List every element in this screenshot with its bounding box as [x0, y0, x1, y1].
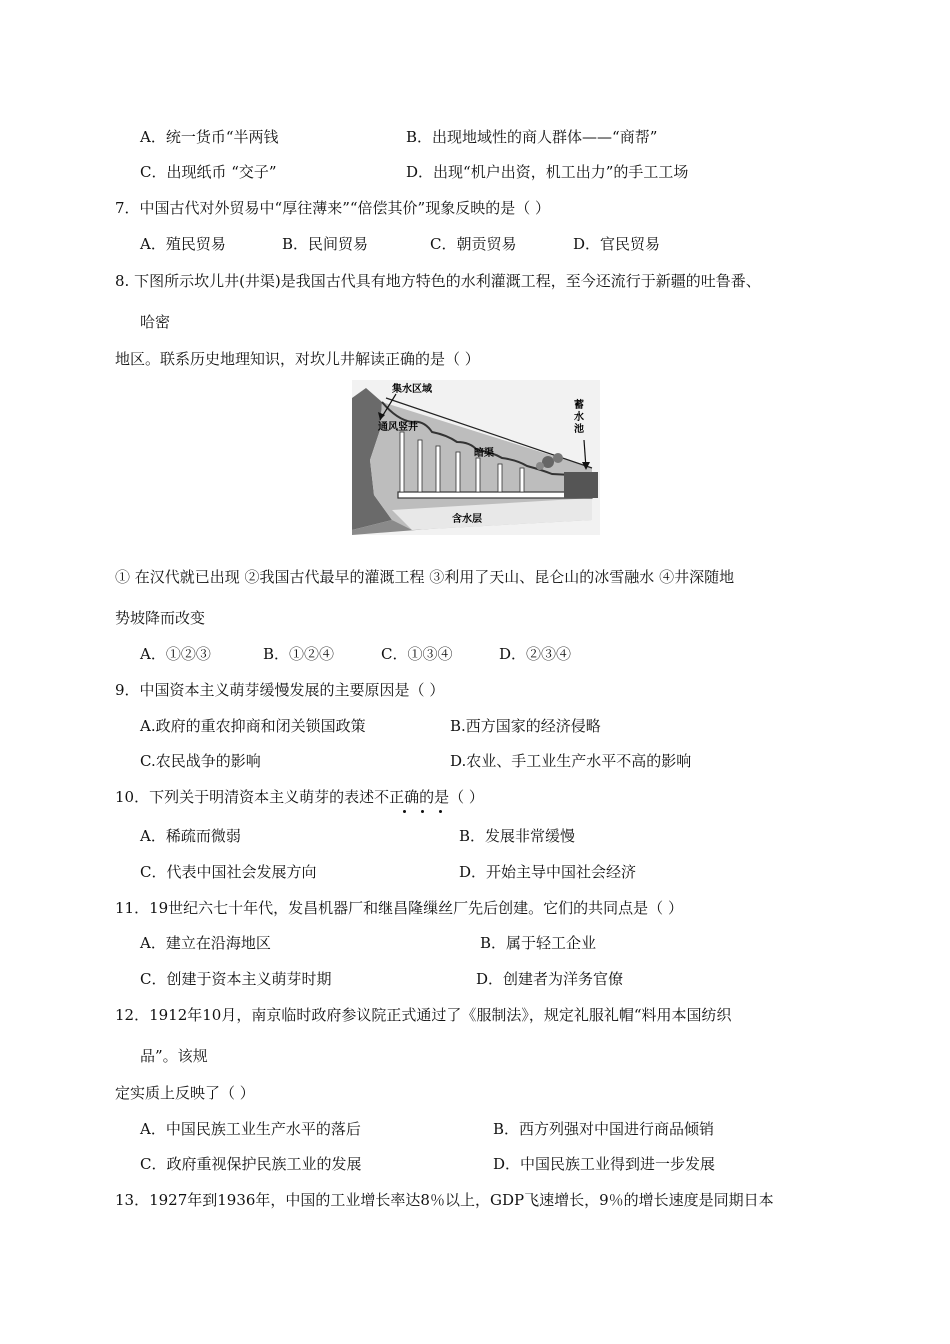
q10-option-c: C．代表中国社会发展方向 [140, 863, 317, 881]
q12-option-a: A．中国民族工业生产水平的落后 [140, 1120, 361, 1138]
label-pool-char2: 水 [574, 412, 584, 423]
q13-stem: 13．1927年到1936年，中国的工业增长率达8％以上，GDP飞速增长，9％的增长速度是同期日本 [115, 1191, 774, 1209]
q7-option-d: D．官民贸易 [573, 235, 661, 253]
q11-option-c: C．创建于资本主义萌芽时期 [140, 970, 332, 988]
label-underground-canal: 暗渠 [474, 448, 494, 459]
karez-diagram [352, 380, 600, 535]
q8-option-c: C．①③④ [381, 645, 453, 663]
q9-option-b: B.西方国家的经济侵略 [450, 717, 601, 735]
q8-stem-line2: 哈密 [140, 313, 171, 331]
ventilation-shaft [456, 452, 460, 492]
tree-icon [536, 462, 544, 470]
q9-option-d: D.农业、手工业生产水平不高的影响 [450, 752, 692, 770]
q6-option-c: C．出现纸币 “交子” [140, 163, 277, 181]
label-pool-char1: 蓄 [574, 400, 584, 411]
label-pool-char3: 池 [574, 424, 584, 435]
label-aquifer: 含水层 [452, 514, 482, 525]
ventilation-shaft [498, 464, 502, 492]
q6-option-d: D．出现“机户出资，机工出力”的手工工场 [406, 163, 689, 181]
ventilation-shaft [436, 446, 440, 492]
q7-option-c: C．朝贡贸易 [430, 235, 517, 253]
q8-option-b: B．①②④ [263, 645, 335, 663]
q12-option-c: C．政府重视保护民族工业的发展 [140, 1155, 362, 1173]
q7-option-a: A．殖民贸易 [140, 235, 226, 253]
q8-stem-line3: 地区。联系历史地理知识，对坎儿井解读正确的是（ ） [115, 350, 480, 368]
label-ventilation-shaft: 通风竖井 [378, 422, 418, 433]
q6-option-a: A．统一货币“半两钱 [140, 128, 279, 146]
q6-option-b: B．出现地域性的商人群体——“商帮” [406, 128, 658, 146]
q12-option-d: D．中国民族工业得到进一步发展 [493, 1155, 716, 1173]
q12-stem-line3: 定实质上反映了（ ） [115, 1084, 255, 1102]
q11-stem: 11．19世纪六七十年代，发昌机器厂和继昌隆缫丝厂先后创建。它们的共同点是（ ） [115, 899, 683, 917]
q12-stem-line1: 12．1912年10月，南京临时政府参议院正式通过了《服制法》，规定礼服礼帽“料用本国纺织 [115, 1006, 732, 1024]
q8-stem-line1: 8. 下图所示坎儿井(井渠)是我国古代具有地方特色的水利灌溉工程，至今还流行于新疆的吐鲁番、 [115, 272, 761, 290]
storage-pool [564, 472, 598, 498]
q8-option-d: D．②③④ [499, 645, 572, 663]
emphasis-dot [403, 810, 406, 813]
q10-option-a: A．稀疏而微弱 [140, 827, 241, 845]
q7-option-b: B．民间贸易 [282, 235, 369, 253]
underground-canal [398, 492, 592, 498]
q12-option-b: B．西方列强对中国进行商品倾销 [493, 1120, 715, 1138]
q10-option-d: D．开始主导中国社会经济 [459, 863, 637, 881]
ventilation-shaft [520, 468, 524, 492]
ventilation-shaft [400, 432, 404, 492]
tree-icon [553, 453, 563, 463]
emphasis-dot [421, 810, 424, 813]
emphasis-dot [439, 810, 442, 813]
q8-option-a: A．①②③ [140, 645, 211, 663]
q8-statements-line2: 势坡降而改变 [115, 609, 206, 627]
label-collect-area: 集水区域 [392, 384, 432, 395]
q9-option-a: A.政府的重农抑商和闭关锁国政策 [140, 717, 366, 735]
q9-option-c: C.农民战争的影响 [140, 752, 261, 770]
q11-option-a: A．建立在沿海地区 [140, 934, 271, 952]
q9-stem: 9．中国资本主义萌芽缓慢发展的主要原因是（ ） [115, 681, 445, 699]
ventilation-shaft [418, 440, 422, 492]
ventilation-shaft [476, 458, 480, 492]
q8-statements-line1: ① 在汉代就已出现 ②我国古代最早的灌溉工程 ③利用了天山、昆仑山的冰雪融水 ④井深随地 [115, 568, 735, 586]
q7-stem: 7．中国古代对外贸易中“厚往薄来”“倍偿其价”现象反映的是（ ） [115, 199, 550, 217]
q12-stem-line2: 品”。该规 [140, 1047, 208, 1065]
q10-stem: 10．下列关于明清资本主义萌芽的表述不正确的是（ ） [115, 788, 484, 806]
q11-option-d: D．创建者为洋务官僚 [476, 970, 624, 988]
q10-option-b: B．发展非常缓慢 [459, 827, 576, 845]
q11-option-b: B．属于轻工企业 [480, 934, 597, 952]
